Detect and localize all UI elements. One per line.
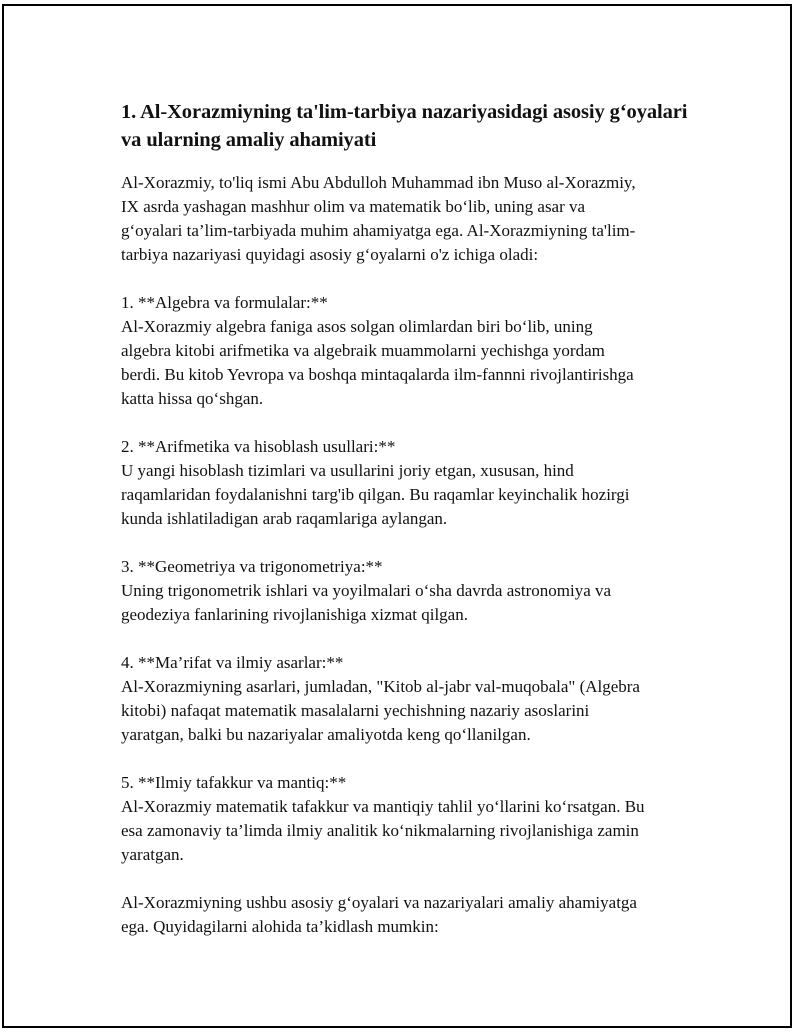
section-body: Al-Xorazmiy algebra faniga asos solgan olimlardan biri bo‘lib, uning algebra kitobi arifmetika va algebraik muammolarni yechishga yordam berdi. Bu kitob Yevropa va boshqa mintaqalarda ilm-fannni rivojlantirishga katta hissa qo‘shgan. <box>121 317 634 408</box>
intro-paragraph: Al-Xorazmiy, to'liq ismi Abu Abdulloh Muhammad ibn Muso al-Xorazmiy, IX asrda yashagan mashhur olim va matematik bo‘lib, uning asar va g‘oyalari ta’lim-tarbiyada muhim ahamiyatga ega. Al-Xorazmiyning ta'lim- tarbiya nazariyasi quyidagi asosiy g‘oyalarni o'z ichiga oladi: <box>121 173 636 264</box>
section-geometry <box>121 555 701 627</box>
page-frame <box>2 4 792 1028</box>
section-arithmetic <box>121 435 701 531</box>
section-heading: 2. **Arifmetika va hisoblash usullari:** <box>121 437 396 456</box>
section-heading: 5. **Ilmiy tafakkur va mantiq:** <box>121 773 347 792</box>
section-body: U yangi hisoblash tizimlari va usullarini joriy etgan, xususan, hind raqamlaridan foydalanishni targ'ib qilgan. Bu raqamlar keyinchalik hozirgi kunda ishlatiladigan arab raqamlariga aylangan. <box>121 461 630 528</box>
section-algebra <box>121 291 701 411</box>
section-heading: 4. **Ma’rifat va ilmiy asarlar:** <box>121 653 344 672</box>
section-scientific-thinking <box>121 771 701 867</box>
section-enlightenment <box>121 651 701 747</box>
section-heading: 3. **Geometriya va trigonometriya:** <box>121 557 383 576</box>
section-body: Al-Xorazmiyning asarlari, jumladan, "Kitob al-jabr val-muqobala" (Algebra kitobi) nafaqat matematik masalalarni yechishning nazariy asoslarini yaratgan, balki bu nazariyalar amaliyotda keng qo‘llanilgan. <box>121 677 640 744</box>
conclusion-paragraph: Al-Xorazmiyning ushbu asosiy g‘oyalari va nazariyalari amaliy ahamiyatga ega. Quyidagilarni alohida ta’kidlash mumkin: <box>121 893 637 936</box>
section-body: Uning trigonometrik ishlari va yoyilmalari o‘sha davrda astronomiya va geodeziya fanlarining rivojlanishiga xizmat qilgan. <box>121 581 612 624</box>
document-title: 1. Al-Xorazmiyning ta'lim-tarbiya nazariyasidagi asosiy g‘oyalari va ularning amaliy ahamiyati <box>121 101 688 151</box>
document-content <box>121 98 701 963</box>
section-heading: 1. **Algebra va formulalar:** <box>121 293 328 312</box>
section-body: Al-Xorazmiy matematik tafakkur va mantiqiy tahlil yo‘llarini ko‘rsatgan. Bu esa zamonaviy ta’limda ilmiy analitik ko‘nikmalarning rivojlanishiga zamin yaratgan. <box>121 797 645 864</box>
